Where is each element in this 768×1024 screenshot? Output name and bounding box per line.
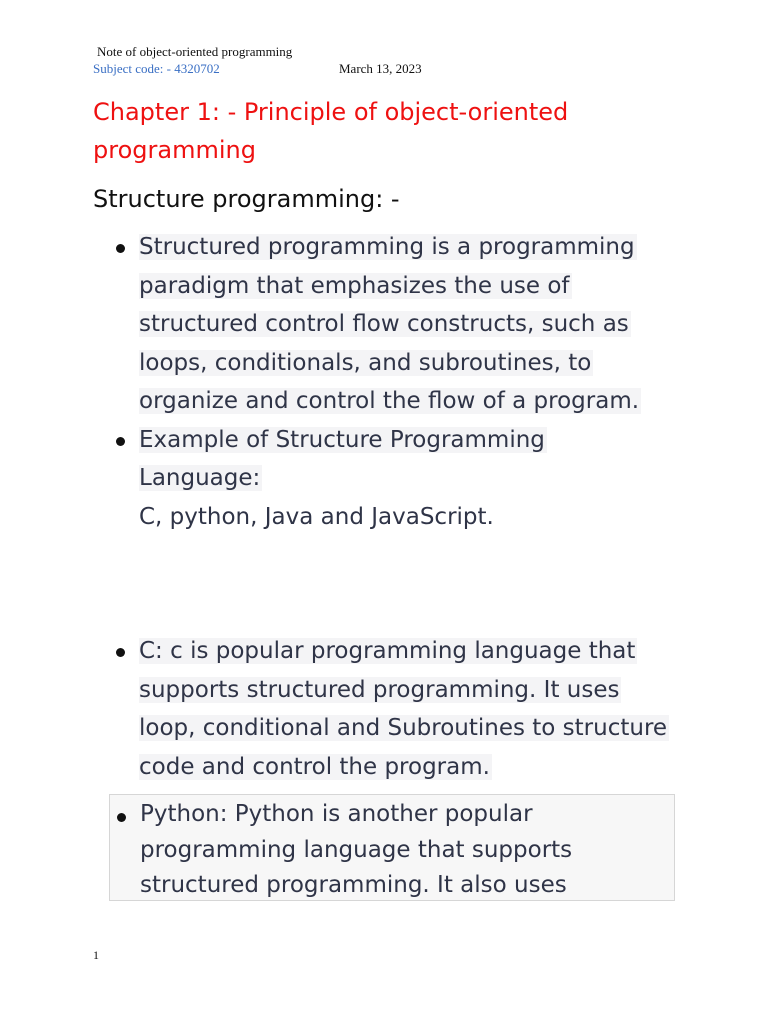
- header-note: Note of object-oriented programming: [97, 44, 293, 59]
- bullet-list: [114, 632, 674, 786]
- list-item-text: Python: Python is another popular programming language that supports structured programming. It also uses: [140, 801, 573, 898]
- bullet-icon: [117, 813, 126, 822]
- list-item-text: C: c is popular programming language that supports structured programming. It uses loop, conditional and Subroutines to structure code and control the program.: [139, 638, 668, 780]
- chapter-title: Chapter 1: - Principle of object-oriented programming: [93, 98, 569, 164]
- subject-code: Subject code: - 4320702: [93, 61, 220, 76]
- section-heading: Structure programming: -: [93, 185, 400, 213]
- list-item: [114, 228, 674, 421]
- bullet-icon: [116, 244, 125, 253]
- bullet-icon: [116, 437, 125, 446]
- highlighted-block: [109, 794, 675, 901]
- bullet-list: [114, 228, 674, 536]
- list-item: [115, 797, 665, 901]
- header-date: March 13, 2023: [339, 61, 422, 76]
- list-item-text: Structured programming is a programming paradigm that emphasizes the use of structured control flow constructs, such as loops, conditionals, and subroutines, to organize and control the flow of a program.: [139, 234, 640, 414]
- list-item: [114, 632, 674, 786]
- list-item-text: C, python, Java and JavaScript.: [139, 503, 494, 530]
- page-number: 1: [93, 948, 99, 962]
- list-item-text: Example of Structure Programming Language:: [139, 426, 545, 491]
- bullet-icon: [116, 648, 125, 657]
- bullet-list: [115, 797, 665, 901]
- list-item: [114, 421, 674, 537]
